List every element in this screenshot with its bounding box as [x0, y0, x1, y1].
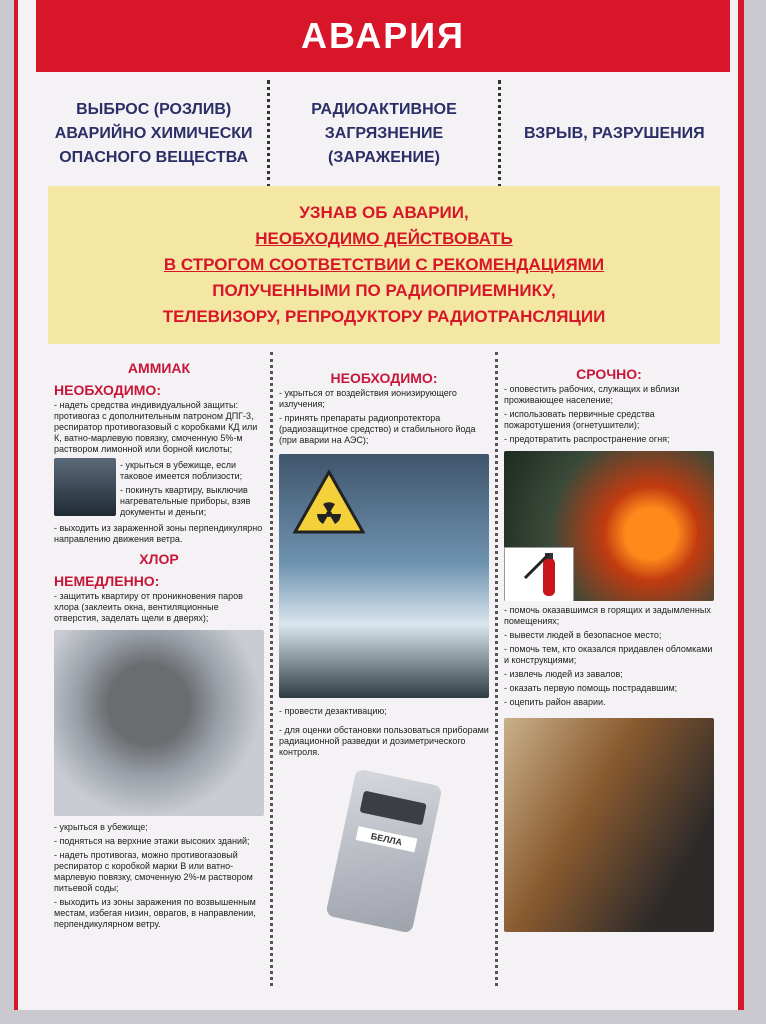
list-item: - укрыться в убежище, если таковое имеется поблизости;: [120, 460, 243, 481]
chlorine-subheading: НЕМЕДЛЕННО:: [54, 573, 160, 589]
chlorine-heading: ХЛОР: [139, 551, 179, 567]
list-item: - вывести людей в безопасное место;: [504, 630, 662, 640]
ammonia-heading: АММИАК: [127, 360, 191, 376]
notice-line: УЗНАВ ОБ АВАРИИ,: [299, 203, 469, 222]
list-item: - использовать первичные средства пожаротушения (огнетушители);: [504, 409, 655, 430]
list-item: - оказать первую помощь пострадавшим;: [504, 683, 678, 693]
list-item: - оповестить рабочих, служащих и вблизи проживающее население;: [504, 384, 680, 405]
notice-text: [163, 200, 606, 330]
column-radiation: [273, 352, 498, 986]
notice-line: В СТРОГОМ СООТВЕТСТВИИ С РЕКОМЕНДАЦИЯМИ: [163, 255, 605, 274]
list-item: - подняться на верхние этажи высоких зданий;: [54, 836, 250, 846]
page-title: АВАРИЯ: [301, 15, 465, 56]
column-explosion: [498, 352, 720, 986]
title-banner: [36, 0, 730, 72]
notice-line: ПОЛУЧЕННЫМИ ПО РАДИОПРИЕМНИКУ,: [212, 281, 556, 300]
list-item: - помочь тем, кто оказался придавлен обломками и конструкциями;: [504, 644, 713, 665]
photo-fire-extinguishing: [504, 451, 714, 601]
poster: [14, 0, 744, 1010]
category-row: [40, 80, 728, 188]
list-item: - укрыться от воздействия ионизирующего излучения;: [279, 388, 457, 409]
photo-people-street: [54, 458, 116, 516]
photo-train-smoke: [54, 630, 264, 816]
list-item: - надеть противогаз, можно противогазовый респиратор с коробкой марки В или ватно-марлевую повязку, смоченную 2%-м раствором питьевой соды;: [54, 850, 253, 893]
list-item: - оцепить район аварии.: [504, 697, 606, 707]
list-item: - защитить квартиру от проникновения паров хлора (заклеить окна, вентиляционные отверстия, заделать щели в дверях);: [54, 591, 243, 623]
notice-box: [48, 186, 720, 344]
category-chemical: ВЫБРОС (РОЗЛИВ) АВАРИЙНО ХИМИЧЕСКИ ОПАСНОГО ВЕЩЕСТВА: [40, 80, 270, 188]
column-chemical: [48, 352, 273, 986]
list-item: - для оценки обстановки пользоваться приборами радиационной разведки и дозиметрического контроля.: [279, 725, 489, 757]
instruction-columns: [48, 352, 720, 986]
radiation-hazard-icon: [293, 470, 365, 534]
notice-line: НЕОБХОДИМО ДЕЙСТВОВАТЬ: [255, 229, 513, 248]
list-item: - принять препараты радиопротектора (радиозащитное средство) и стабильного йода (при аварии на АЭС);: [279, 413, 476, 445]
dosimeter-label: БЕЛЛА: [356, 826, 418, 852]
category-radiation: РАДИОАКТИВНОЕ ЗАГРЯЗНЕНИЕ (ЗАРАЖЕНИЕ): [270, 80, 500, 188]
notice-line: ТЕЛЕВИЗОРУ, РЕПРОДУКТОРУ РАДИОТРАНСЛЯЦИИ: [162, 307, 606, 326]
list-item: - укрыться в убежище;: [54, 822, 148, 832]
dosimeter-screen: [360, 791, 427, 826]
ammonia-subheading: НЕОБХОДИМО:: [54, 382, 161, 398]
list-item: - выходить из зоны заражения по возвышенным местам, избегая низин, оврагов, в направлении, перпендикулярном ветру.: [54, 897, 256, 929]
list-item: - покинуть квартиру, выключив нагревательные приборы, взяв документы и деньги;: [120, 485, 251, 517]
photo-firefighters-rescue: [504, 718, 714, 932]
photo-radiation-sky: [279, 454, 489, 698]
list-item: - провести дезактивацию;: [279, 706, 387, 716]
list-item: - выходить из зараженной зоны перпендикулярно направлению движения ветра.: [54, 523, 263, 544]
fire-extinguisher-icon: [504, 547, 574, 601]
explosion-heading: СРОЧНО:: [576, 366, 642, 382]
list-item: - помочь оказавшимся в горящих и задымленных помещениях;: [504, 605, 711, 626]
category-explosion: ВЗРЫВ, РАЗРУШЕНИЯ: [523, 125, 705, 142]
dosimeter-device: [325, 768, 442, 933]
list-item: - извлечь людей из завалов;: [504, 669, 623, 679]
list-item: - предотвратить распространение огня;: [504, 434, 670, 444]
list-item: - надеть средства индивидуальной защиты: противогаз с дополнительным патроном ДПГ-3, респиратор противогазовый с коробками КД или К, ватно-марлевую повязку, смоченную 5%-м раствором лимонной или борной кислоты;: [54, 400, 258, 454]
radiation-heading: НЕОБХОДИМО:: [330, 370, 438, 386]
